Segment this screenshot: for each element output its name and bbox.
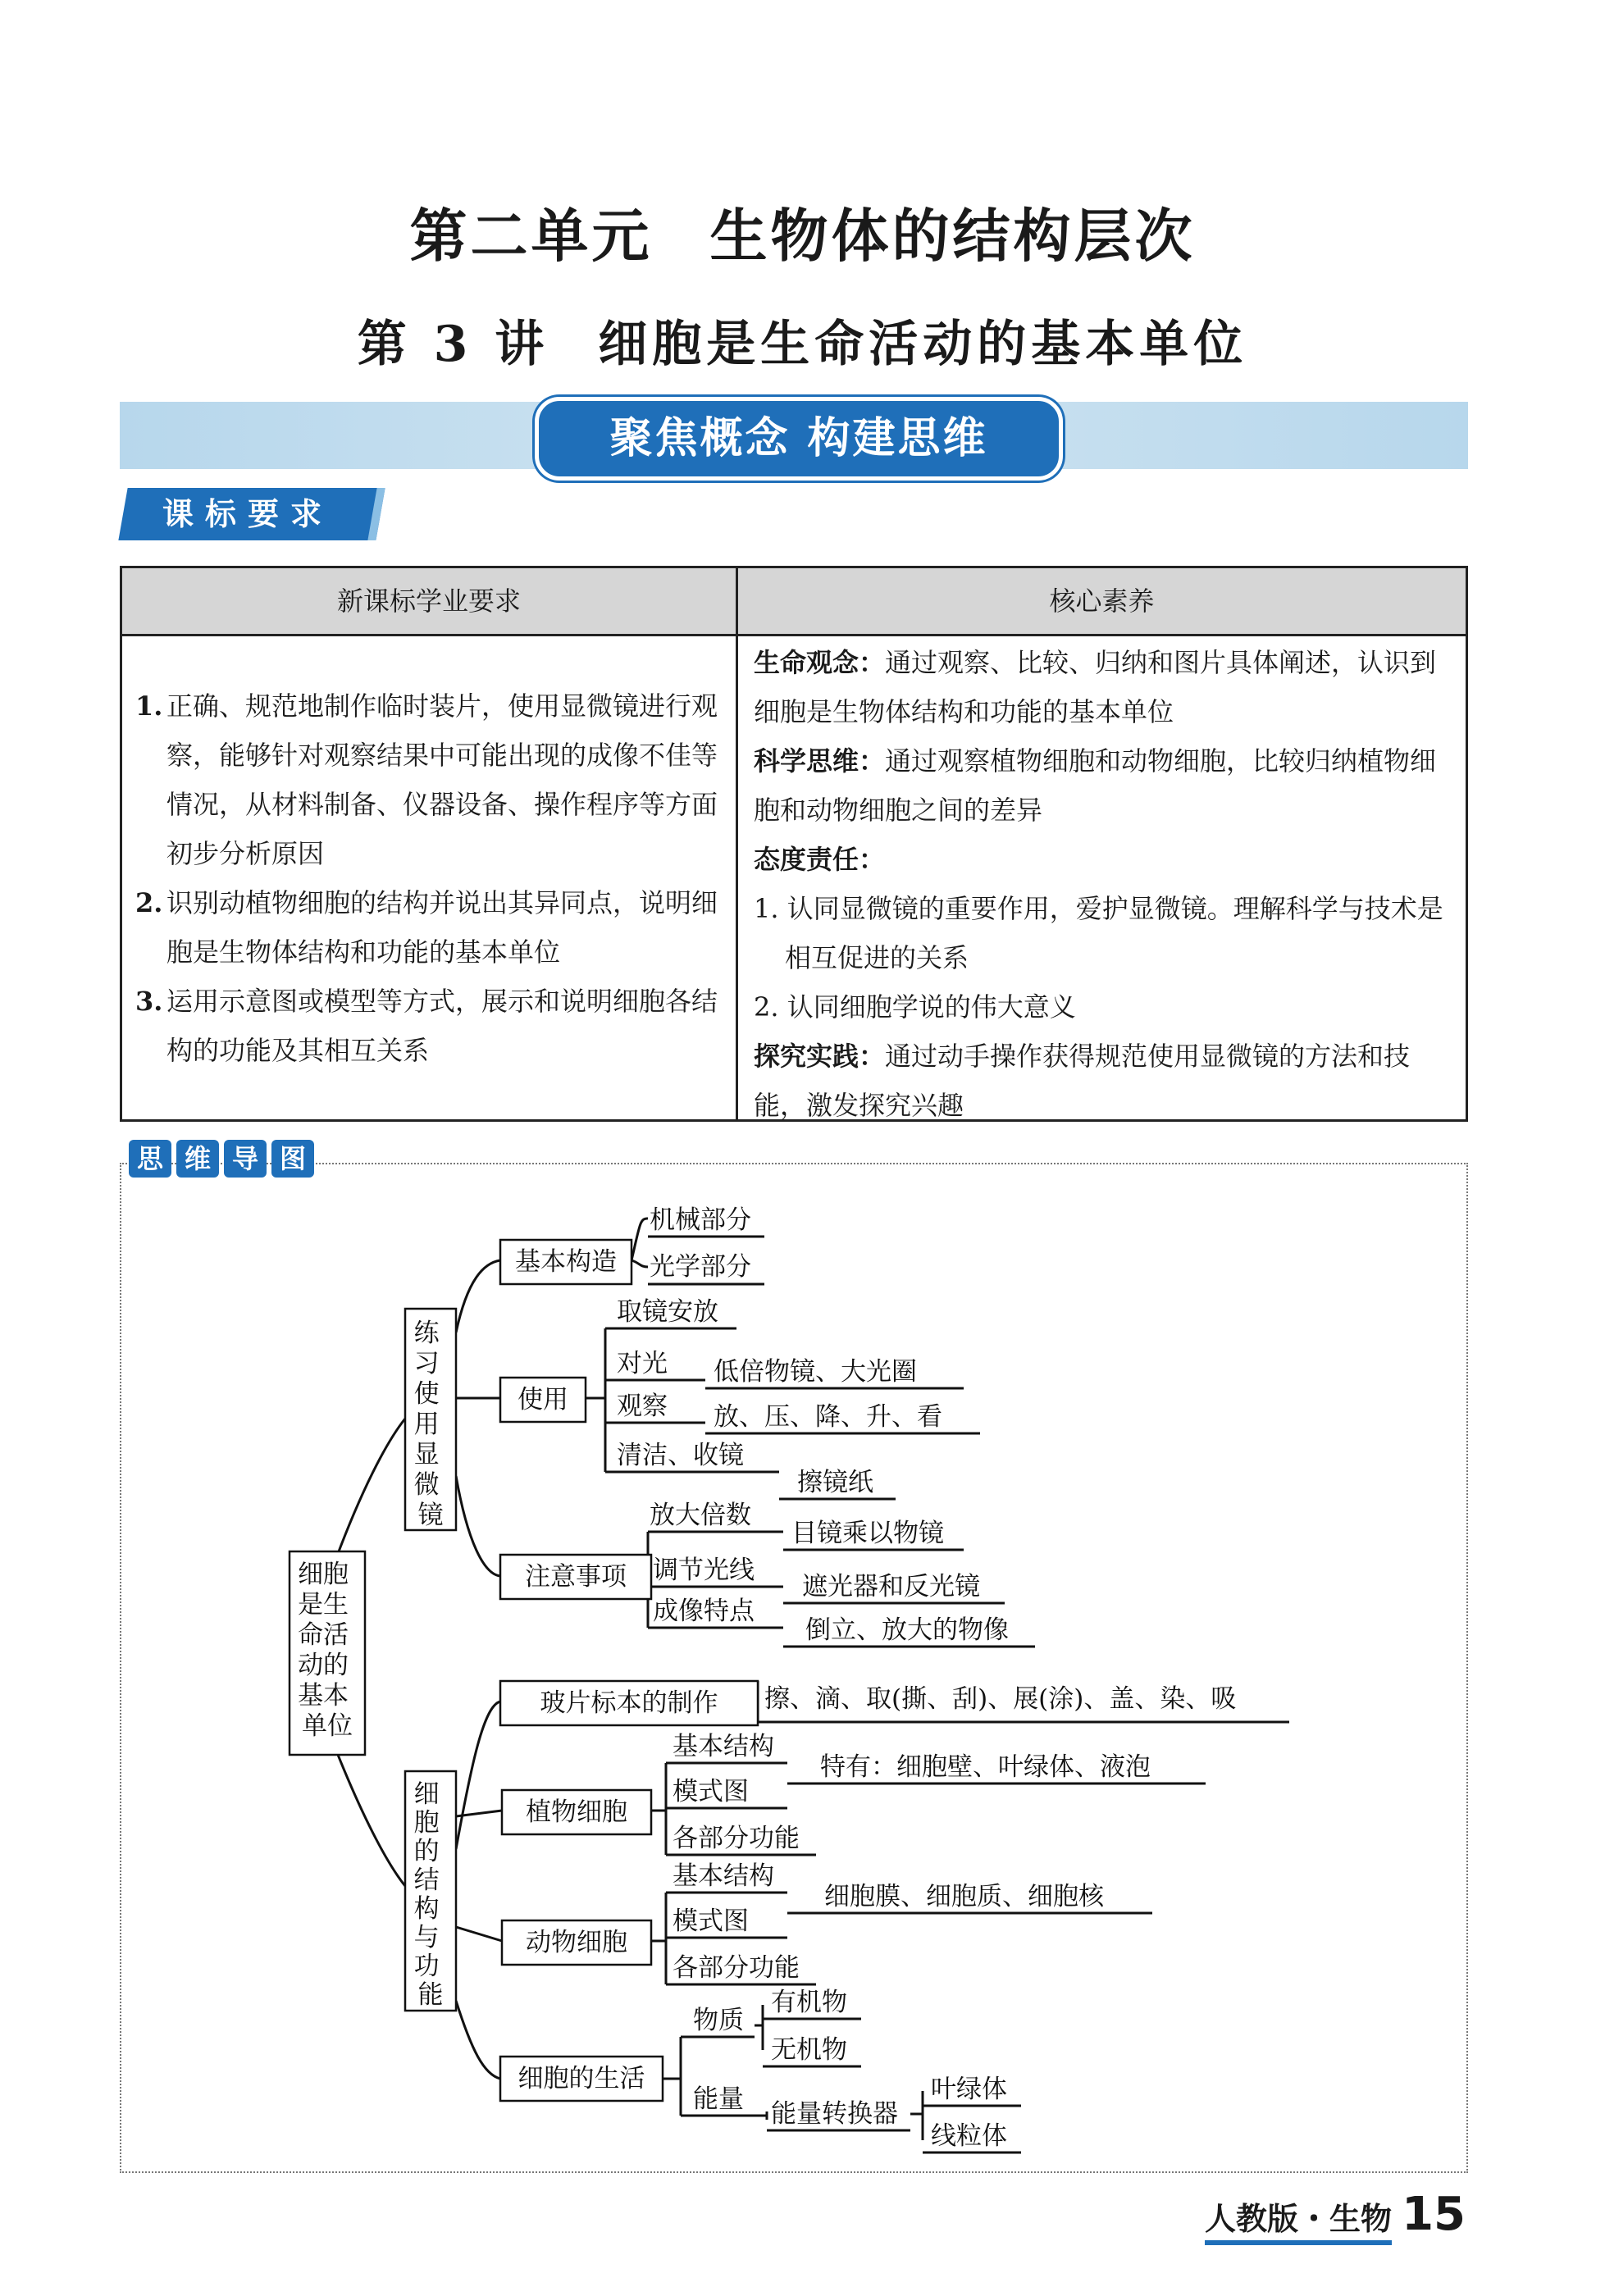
branch-b-text xyxy=(414,1779,448,2010)
root-line: 细胞 xyxy=(298,1560,349,1589)
requirement-number: 1. xyxy=(135,690,163,722)
root-line: 基本 xyxy=(298,1681,349,1711)
node-converter: 能量转换器 xyxy=(771,2099,898,2129)
node-clean-detail: 擦镜纸 xyxy=(797,1468,873,1497)
requirement-number: 2. xyxy=(135,887,163,918)
node-image-feature: 成像特点 xyxy=(653,1597,755,1626)
node-take-place: 取镜安放 xyxy=(617,1297,718,1327)
banner-label: 聚焦概念 构建思维 xyxy=(535,397,1063,481)
node-plant-unique: 特有：细胞壁、叶绿体、液泡 xyxy=(820,1752,1151,1782)
mindmap-tag-char: 导 xyxy=(224,1140,267,1178)
edition-label: 人教版・生物 xyxy=(1205,2194,1392,2245)
node-image-detail: 倒立、放大的物像 xyxy=(805,1615,1009,1645)
branch-b-char: 胞 xyxy=(413,1808,440,1838)
connector-optical xyxy=(632,1260,648,1267)
bracket-use xyxy=(586,1328,605,1472)
literacy-label: 态度责任： xyxy=(754,844,886,875)
branch-b-char: 与 xyxy=(413,1923,440,1952)
mindmap-tag-char: 思 xyxy=(129,1140,171,1178)
node-inorganic: 无机物 xyxy=(771,2035,847,2065)
branch-b-char: 能 xyxy=(417,1980,444,2010)
root-line: 是生 xyxy=(298,1590,349,1620)
node-observe: 观察 xyxy=(617,1392,668,1421)
branch-b-char: 结 xyxy=(413,1866,440,1895)
literacy-label: 探究实践： xyxy=(754,1041,886,1072)
connector-root-a xyxy=(336,1419,405,1558)
node-notes: 注意事项 xyxy=(525,1562,627,1592)
node-magnify: 放大倍数 xyxy=(650,1501,751,1530)
mindmap-labels xyxy=(298,1205,1236,2151)
node-adjust-light: 调节光线 xyxy=(653,1556,755,1585)
lesson-number: 第 3 讲 xyxy=(357,316,549,373)
branch-a-char: 用 xyxy=(413,1410,440,1439)
node-observe-detail: 放、压、降、升、看 xyxy=(714,1402,942,1432)
attitude-item: 1. 认同显微镜的重要作用，爱护显微镜。理解科学与技术是相互促进的关系 xyxy=(754,893,1443,973)
node-animal-basic: 基本结构 xyxy=(673,1861,774,1891)
node-organic: 有机物 xyxy=(771,1988,847,2017)
node-clean: 清洁、收镜 xyxy=(617,1441,744,1470)
node-slide-steps: 擦、滴、取(撕、刮)、展(涂)、盖、染、吸 xyxy=(764,1684,1237,1714)
node-plant-cell: 植物细胞 xyxy=(526,1797,627,1827)
standards-tag-text: 课标要求 xyxy=(162,496,333,532)
requirement-text: 正确、规范地制作临时装片，使用显微镜进行观察，能够针对观察结果中可能出现的成像不佳等情况，从材料制备、仪器设备、操作程序等方面初步分析原因 xyxy=(166,690,718,869)
node-structure: 基本构造 xyxy=(515,1247,617,1277)
literacy-text: 通过观察、比较、归纳和图片具体阐述，认识到细胞是生物体结构和功能的基本单位 xyxy=(754,647,1437,727)
node-animal-structure: 细胞膜、细胞质、细胞核 xyxy=(824,1882,1104,1911)
literacy-text: 通过观察植物细胞和动物细胞，比较归纳植物细胞和动物细胞之间的差异 xyxy=(754,745,1437,826)
node-matter: 物质 xyxy=(693,2006,744,2035)
requirement-text: 识别动植物细胞的结构并说出其异同点，说明细胞是生物体结构和功能的基本单位 xyxy=(166,887,718,968)
connector-b-life xyxy=(456,2001,500,2079)
branch-a-char: 显 xyxy=(413,1440,440,1469)
literacy-text: 通过动手操作获得规范使用显微镜的方法和技能，激发探究兴趣 xyxy=(754,1041,1411,1121)
branch-a-char: 习 xyxy=(413,1349,440,1378)
unit-name: 生物体的结构层次 xyxy=(709,202,1196,270)
connector-mechanical xyxy=(632,1219,648,1260)
branch-a-text xyxy=(414,1319,448,1530)
branch-b-char: 的 xyxy=(413,1837,440,1866)
node-slide-making: 玻片标本的制作 xyxy=(540,1688,718,1718)
literacy-label: 生命观念： xyxy=(754,647,886,678)
page-number: 15 xyxy=(1402,2188,1466,2241)
branch-b-char: 构 xyxy=(413,1894,440,1924)
node-cell-life: 细胞的生活 xyxy=(518,2064,645,2093)
branch-a-char: 练 xyxy=(413,1319,440,1348)
root-line: 单位 xyxy=(302,1711,353,1741)
node-light: 对光 xyxy=(617,1349,668,1378)
attitude-item: 2. 认同细胞学说的伟大意义 xyxy=(754,991,1076,1023)
branch-b-char: 细 xyxy=(413,1779,440,1809)
node-magnify-detail: 目镜乘以物镜 xyxy=(791,1519,944,1548)
node-animal-model: 模式图 xyxy=(673,1906,749,1936)
branch-a-char: 镜 xyxy=(417,1501,444,1530)
unit-number: 第二单元 xyxy=(409,202,653,270)
connector-a-notes xyxy=(456,1476,500,1576)
root-text xyxy=(298,1560,357,1741)
node-plant-basic: 基本结构 xyxy=(673,1732,774,1761)
literacy-label: 科学思维： xyxy=(754,745,886,777)
node-chloroplast: 叶绿体 xyxy=(931,2075,1007,2104)
connector-a-structure xyxy=(456,1260,500,1332)
mindmap-tag-char: 图 xyxy=(271,1140,314,1178)
bracket-animal xyxy=(651,1893,666,1984)
node-mechanical: 机械部分 xyxy=(650,1205,751,1235)
node-light-detail: 低倍物镜、大光圈 xyxy=(714,1357,917,1387)
node-mitochondria: 线粒体 xyxy=(931,2121,1007,2151)
connector-root-b xyxy=(336,1751,405,1886)
node-plant-model: 模式图 xyxy=(673,1777,749,1806)
branch-a-char: 微 xyxy=(413,1470,440,1500)
node-adjust-detail: 遮光器和反光镜 xyxy=(802,1572,980,1601)
requirement-text: 运用示意图或模型等方式，展示和说明细胞各结构的功能及其相互关系 xyxy=(166,986,718,1066)
connector-b-slide xyxy=(456,1702,500,1849)
node-optical: 光学部分 xyxy=(650,1252,751,1282)
node-plant-functions: 各部分功能 xyxy=(673,1824,800,1853)
column-header-literacy: 核心素养 xyxy=(738,568,1466,636)
connector-b-animal xyxy=(456,1927,502,1941)
bracket-plant xyxy=(651,1763,666,1855)
lesson-name: 细胞是生命活动的基本单位 xyxy=(598,316,1248,373)
bracket-converter xyxy=(910,2091,923,2140)
column-header-requirements: 新课标学业要求 xyxy=(122,568,738,636)
node-animal-cell: 动物细胞 xyxy=(526,1928,627,1957)
bracket-life xyxy=(663,2037,681,2116)
root-line: 命活 xyxy=(298,1620,349,1650)
bracket-matter xyxy=(755,2005,763,2050)
root-line: 动的 xyxy=(298,1651,349,1680)
branch-b-char: 功 xyxy=(413,1952,440,1981)
node-energy: 能量 xyxy=(693,2084,744,2114)
node-use: 使用 xyxy=(518,1385,568,1414)
page-footer xyxy=(1205,2188,1466,2245)
node-animal-functions: 各部分功能 xyxy=(673,1953,800,1983)
mindmap-tag-char: 维 xyxy=(176,1140,219,1178)
requirement-number: 3. xyxy=(135,986,163,1017)
branch-a-char: 使 xyxy=(413,1379,440,1409)
